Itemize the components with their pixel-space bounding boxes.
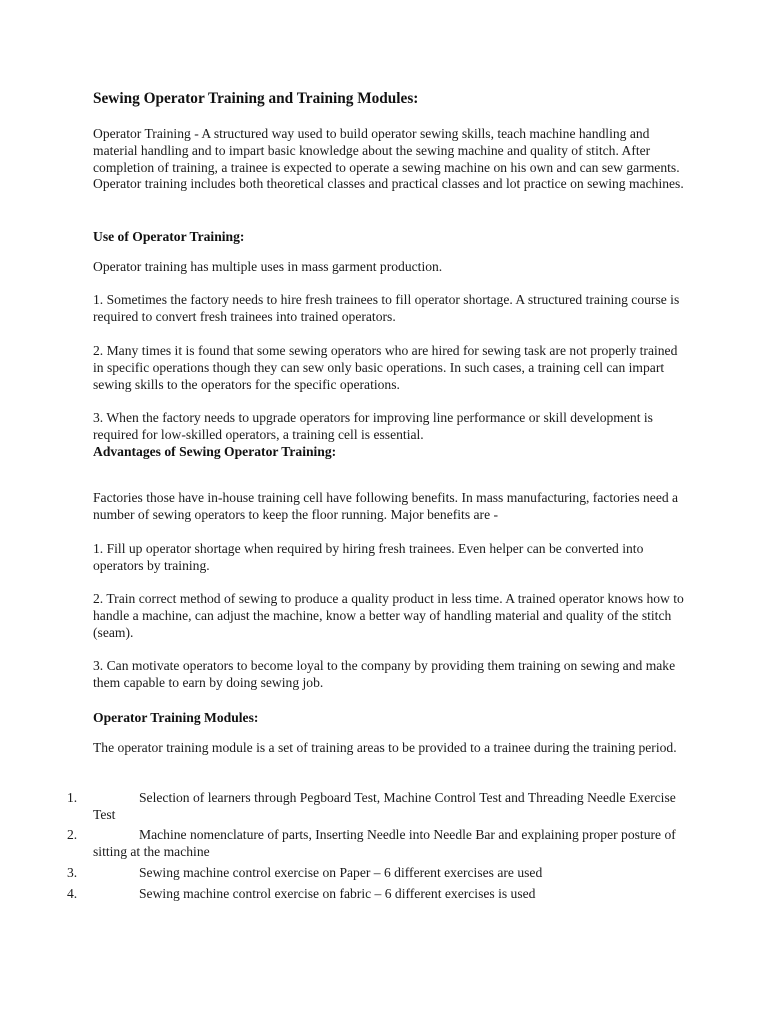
section-heading-advantages: Advantages of Sewing Operator Training: — [93, 444, 337, 459]
use-point-1: 1. Sometimes the factory needs to hire fresh trainees to fill operator shortage. A structured training course is required to convert fresh trainees into trained operators. — [93, 292, 680, 324]
document-title: Sewing Operator Training and Training Modules: — [93, 90, 419, 107]
use-point-3: 3. When the factory needs to upgrade operators for improving line performance or skill development is required for low-skilled operators, a training cell is essential. — [93, 410, 653, 442]
module-list-item — [67, 827, 693, 861]
use-lead-paragraph: Operator training has multiple uses in mass garment production. — [93, 259, 443, 274]
module-list-item — [67, 886, 693, 903]
list-number: 3. — [67, 865, 78, 880]
list-number: 4. — [67, 886, 78, 901]
list-item-text: Machine nomenclature of parts, Inserting Needle into Needle Bar and explaining proper posture of sitting at the machine — [93, 827, 676, 859]
advantage-point-2: 2. Train correct method of sewing to produce a quality product in less time. A trained operator knows how to handle a machine, can adjust the machine, know a better way of handling material and quality of the stitch (seam). — [93, 591, 684, 640]
list-item-text: Sewing machine control exercise on Paper – 6 different exercises are used — [139, 865, 543, 880]
advantage-point-1: 1. Fill up operator shortage when required by hiring fresh trainees. Even helper can be converted into operators by training. — [93, 541, 644, 573]
list-item-text: Selection of learners through Pegboard Test, Machine Control Test and Threading Needle Exercise Test — [93, 790, 676, 822]
module-list-item — [67, 790, 693, 824]
section-heading-use: Use of Operator Training: — [93, 229, 245, 244]
module-list-item — [67, 865, 693, 882]
intro-paragraph: Operator Training - A structured way used to build operator sewing skills, teach machine handling and material handling and to impart basic knowledge about the sewing machine and quality of stitch. After completion of training, a trainee is expected to operate a sewing machine on his own and can sew garments. Operator training includes both theoretical classes and practical classes and lot practice on sewing machines. — [93, 126, 684, 192]
list-number: 1. — [67, 790, 78, 805]
modules-lead-paragraph: The operator training module is a set of training areas to be provided to a trainee during the training period. — [93, 740, 677, 755]
advantage-point-3: 3. Can motivate operators to become loyal to the company by providing them training on sewing and make them capable to earn by doing sewing job. — [93, 658, 676, 690]
advantages-lead-paragraph: Factories those have in-house training cell have following benefits. In mass manufacturing, factories need a number of sewing operators to keep the floor running. Major benefits are - — [93, 490, 679, 522]
list-number: 2. — [67, 827, 78, 842]
list-item-text: Sewing machine control exercise on fabric – 6 different exercises is used — [139, 886, 536, 901]
use-point-2: 2. Many times it is found that some sewing operators who are hired for sewing task are not properly trained in specific operations though they can sew only basic operations. In such cases, a training cell can impart sewing skills to the operators for the specific operations. — [93, 343, 678, 392]
section-heading-modules: Operator Training Modules: — [93, 710, 259, 725]
